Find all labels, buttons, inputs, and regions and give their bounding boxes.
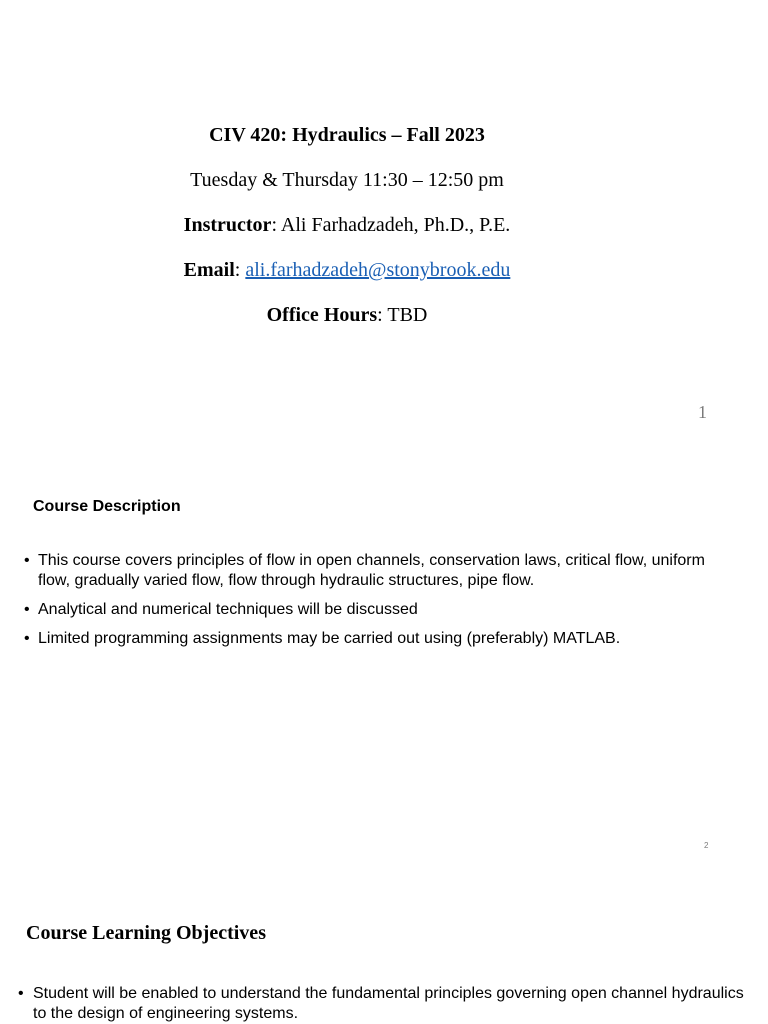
office-hours-line [0, 303, 694, 327]
instructor-label: Instructor [183, 214, 272, 236]
learning-objectives-heading: Course Learning Objectives [26, 922, 266, 944]
course-schedule: Tuesday & Thursday 11:30 – 12:50 pm [190, 169, 504, 191]
list-item: • Analytical and numerical techniques will be discussed [24, 600, 724, 620]
office-hours-label: Office Hours [266, 304, 378, 326]
office-hours-value: : TBD [377, 304, 428, 326]
slide-1-page-number: 1 [698, 402, 707, 422]
list-item: • This course covers principles of flow in open channels, conservation laws, critical flow, uniform flow, gradually varied flow, flow through hydraulic structures, pipe flow. [24, 551, 724, 591]
email-label: Email [183, 259, 235, 281]
instructor-value: : Ali Farhadzadeh, Ph.D., P.E. [271, 214, 511, 236]
list-item: • Student will be enabled to understand the fundamental principles governing open channel hydraulics to the design of engineering systems. [18, 984, 748, 1024]
course-description-list [24, 551, 724, 658]
instructor-line [0, 213, 694, 237]
course-title: CIV 420: Hydraulics – Fall 2023 [209, 124, 485, 146]
course-description-heading: Course Description [33, 498, 181, 515]
learning-objectives-list [18, 984, 748, 1024]
list-item: • Limited programming assignments may be carried out using (preferably) MATLAB. [24, 629, 724, 649]
email-link[interactable]: ali.farhadzadeh@stonybrook.edu [245, 259, 511, 281]
email-line [0, 258, 694, 282]
email-separator: : [234, 259, 246, 281]
slide-2-page-number: 2 [704, 841, 709, 850]
